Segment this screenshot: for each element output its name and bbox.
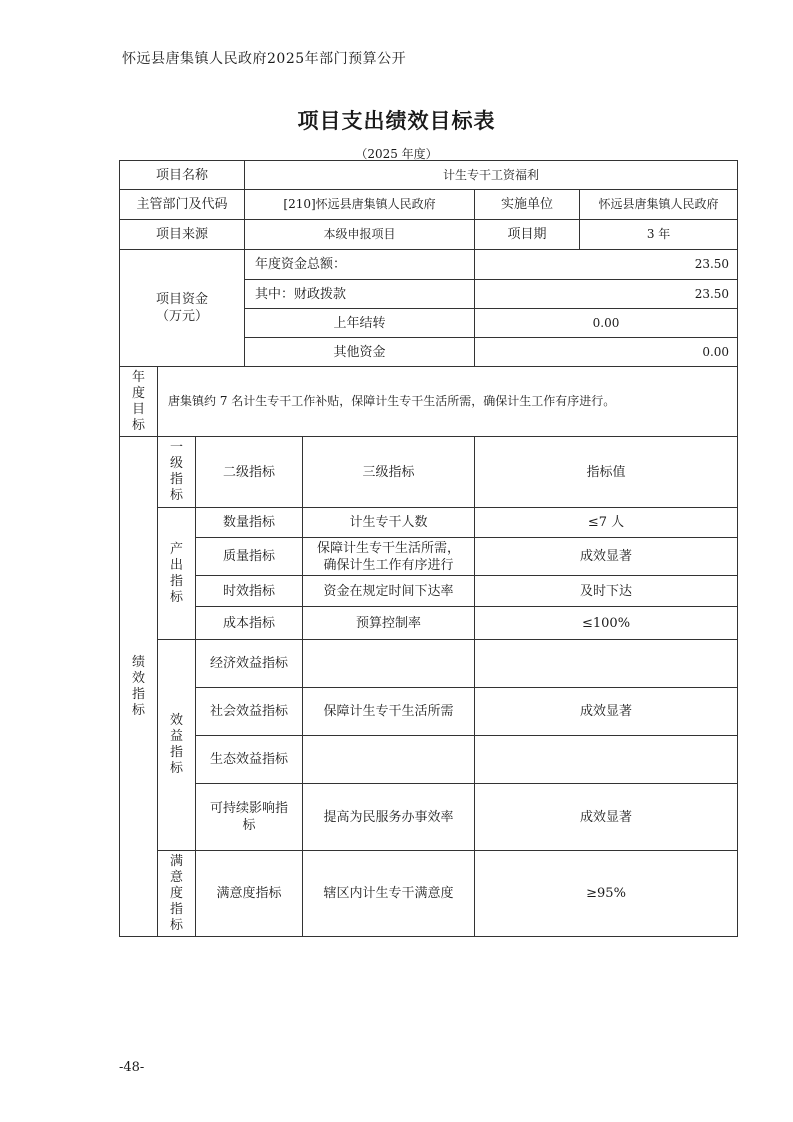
benefit-row-l2: 生态效益指标 <box>196 736 303 784</box>
output-row-l3: 资金在规定时间下达率 <box>303 576 475 607</box>
annual-goal-label: 年 度 目 标 <box>120 367 158 437</box>
benefit-row-l3 <box>303 640 475 688</box>
dept-value: [210]怀远县唐集镇人民政府 <box>245 190 475 220</box>
benefit-row-l2: 可持续影响指 标 <box>196 784 303 851</box>
satisfaction-row-l3: 辖区内计生专干满意度 <box>303 851 475 937</box>
performance-target-table <box>119 160 738 937</box>
funds-other-label: 其他资金 <box>245 338 475 367</box>
benefit-row-value <box>475 736 738 784</box>
header-level2: 二级指标 <box>196 437 303 508</box>
benefit-row-l3 <box>303 736 475 784</box>
output-row-l2: 成本指标 <box>196 607 303 640</box>
project-name-label: 项目名称 <box>120 161 245 190</box>
document-title: 项目支出绩效目标表 <box>297 109 496 133</box>
benefit-row-l3: 保障计生专干生活所需 <box>303 688 475 736</box>
running-header: 怀远县唐集镇人民政府2025年部门预算公开 <box>122 51 407 67</box>
output-row-l2: 质量指标 <box>196 538 303 576</box>
output-row-l2: 数量指标 <box>196 508 303 538</box>
source-value: 本级申报项目 <box>245 220 475 250</box>
benefit-row-value <box>475 640 738 688</box>
output-row-l3: 计生专干人数 <box>303 508 475 538</box>
benefit-row-l3: 提高为民服务办事效率 <box>303 784 475 851</box>
benefit-row-value: 成效显著 <box>475 688 738 736</box>
output-indicator-label: 产 出 指 标 <box>158 508 196 640</box>
performance-label: 绩 效 指 标 <box>120 437 158 937</box>
impl-unit-label: 实施单位 <box>475 190 580 220</box>
output-row-value: 成效显著 <box>475 538 738 576</box>
annual-goal-text: 唐集镇约 7 名计生专干工作补贴，保障计生专干生活所需，确保计生工作有序进行。 <box>158 367 738 437</box>
period-value: 3 年 <box>580 220 738 250</box>
header-level3: 三级指标 <box>303 437 475 508</box>
header-level1: 一 级 指 标 <box>158 437 196 508</box>
header-value: 指标值 <box>475 437 738 508</box>
impl-unit-value: 怀远县唐集镇人民政府 <box>580 190 738 220</box>
satisfaction-indicator-label: 满 意 度 指 标 <box>158 851 196 937</box>
output-row-l2: 时效指标 <box>196 576 303 607</box>
funds-label: 项目资金 （万元） <box>120 250 245 367</box>
funds-total-value: 23.50 <box>475 250 738 280</box>
dept-label: 主管部门及代码 <box>120 190 245 220</box>
satisfaction-row-l2: 满意度指标 <box>196 851 303 937</box>
benefit-row-l2: 经济效益指标 <box>196 640 303 688</box>
output-row-l3: 预算控制率 <box>303 607 475 640</box>
benefit-indicator-label: 效 益 指 标 <box>158 640 196 851</box>
funds-carryover-value: 0.00 <box>475 309 738 338</box>
project-name-value: 计生专干工资福利 <box>245 161 738 190</box>
satisfaction-row-value: ≥95% <box>475 851 738 937</box>
source-label: 项目来源 <box>120 220 245 250</box>
benefit-row-value: 成效显著 <box>475 784 738 851</box>
output-row-l3: 保障计生专干生活所需， 确保计生工作有序进行 <box>303 538 475 576</box>
output-row-value: 及时下达 <box>475 576 738 607</box>
page-number: -48- <box>119 1060 145 1075</box>
funds-other-value: 0.00 <box>475 338 738 367</box>
funds-fiscal-value: 23.50 <box>475 280 738 309</box>
output-row-value: ≤100% <box>475 607 738 640</box>
benefit-row-l2: 社会效益指标 <box>196 688 303 736</box>
funds-total-label: 年度资金总额： <box>245 250 475 280</box>
output-row-value: ≤7 人 <box>475 508 738 538</box>
funds-carryover-label: 上年结转 <box>245 309 475 338</box>
year-note: （2025 年度） <box>355 147 438 161</box>
funds-fiscal-label: 其中：财政拨款 <box>245 280 475 309</box>
period-label: 项目期 <box>475 220 580 250</box>
